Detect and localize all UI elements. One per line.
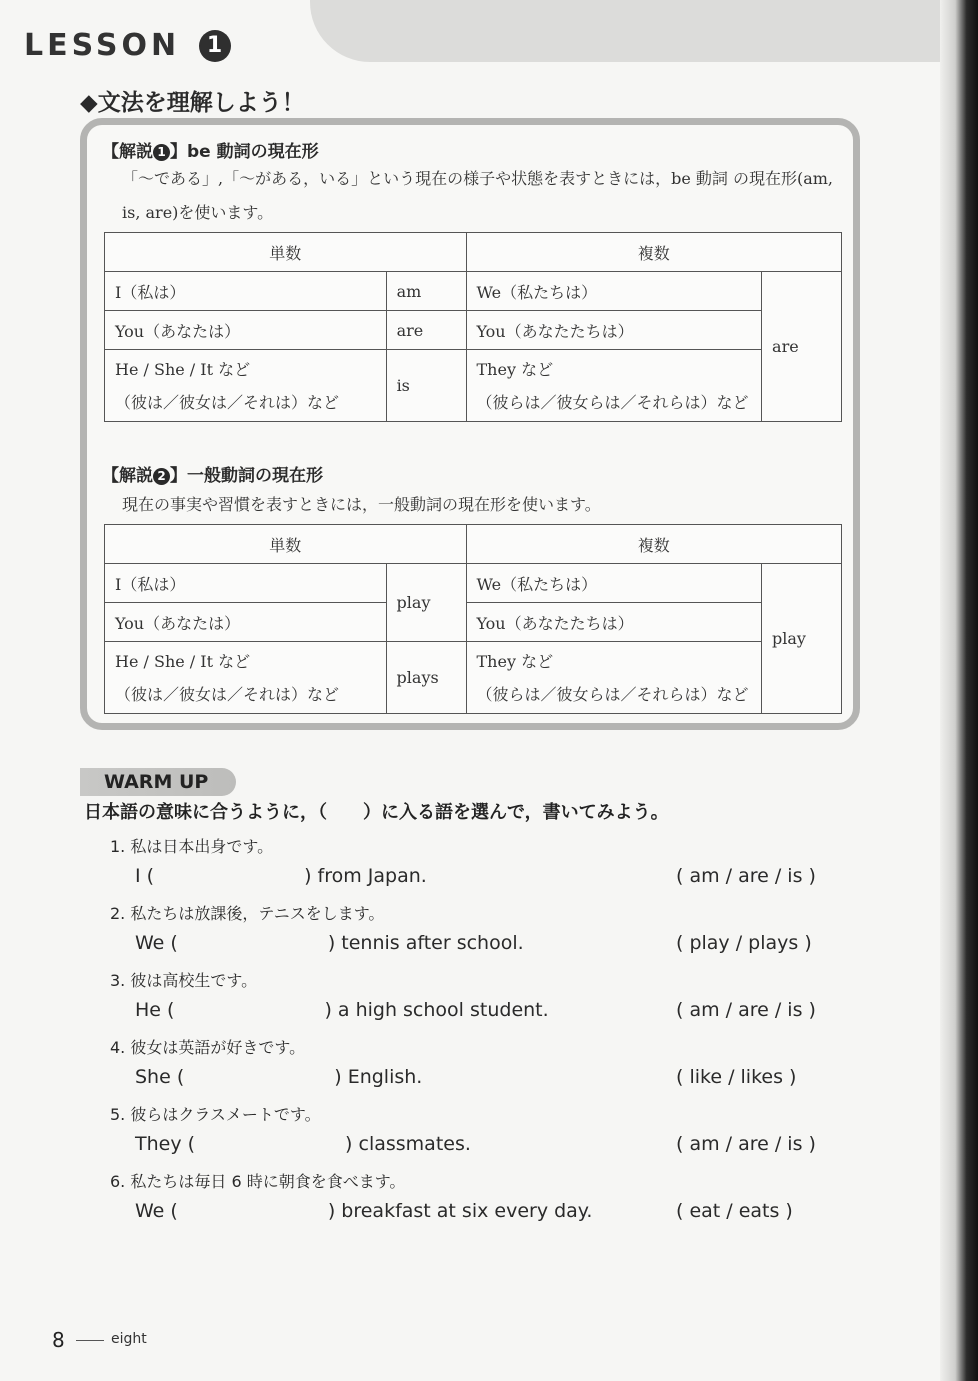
question-6-japanese: 6. 私たちは毎日 6 時に朝食を食べます。	[110, 1172, 406, 1191]
kaisetsu-2-explanation	[122, 488, 842, 522]
bracket-close: 】	[170, 142, 187, 162]
question-1-japanese: 1. 私は日本出身です。	[110, 837, 274, 856]
plural-subject-cell	[466, 350, 762, 422]
explanation-line: 現在の事実や習慣を表すときには，一般動詞の現在形を使います。	[122, 495, 601, 514]
sentence-rest: ) classmates.	[345, 1133, 471, 1155]
lesson-label: LESSON	[24, 28, 181, 63]
question-1-sentence	[135, 865, 427, 887]
question-6-choices: ( eat / eats )	[676, 1200, 793, 1222]
header-plural: 複数	[466, 233, 842, 272]
sentence-rest: ) breakfast at six every day.	[327, 1200, 593, 1222]
kaisetsu-1-explanation	[122, 162, 842, 230]
general-verb-table	[104, 524, 842, 714]
sentence-subject: We (	[135, 932, 178, 954]
sentence-rest: ) English.	[334, 1066, 423, 1088]
verb-cell: am	[386, 272, 466, 311]
subject-cell: You（あなたは）	[105, 603, 387, 642]
sentence-rest: ) tennis after school.	[327, 932, 524, 954]
plural-subject-cell: You（あなたたちは）	[466, 311, 762, 350]
subject-line: （彼は／彼女は／それは）など	[115, 392, 340, 412]
question-3-japanese: 3. 彼は高校生です。	[110, 971, 258, 990]
kaisetsu-2-heading	[102, 461, 323, 486]
kaisetsu-1-heading	[102, 137, 319, 162]
question-6-sentence	[135, 1200, 592, 1222]
question-5-japanese: 5. 彼らはクラスメートです。	[110, 1105, 321, 1124]
subject-cell	[105, 350, 387, 422]
question-5-sentence	[135, 1133, 471, 1155]
section-title: ◆文法を理解しよう！	[80, 90, 305, 116]
subject-cell: I（私は）	[105, 272, 387, 311]
kaisetsu-2-number: 2	[153, 468, 170, 485]
explanation-line: 「〜である」,「〜がある，いる」という現在の様子や状態を表すときには，be 動詞 の現在形(am,	[122, 169, 834, 188]
plural-subject-cell: You（あなたたちは）	[466, 603, 762, 642]
question-2-sentence	[135, 932, 524, 954]
footer-dash	[76, 1340, 104, 1341]
question-4-japanese: 4. 彼女は英語が好きです。	[110, 1038, 306, 1057]
subject-line: He / She / It など	[115, 651, 251, 671]
bracket-open: 【解説	[102, 142, 153, 162]
sentence-rest: ) a high school student.	[324, 999, 549, 1021]
sentence-rest: ) from Japan.	[304, 865, 427, 887]
question-5-choices: ( am / are / is )	[676, 1133, 816, 1155]
plural-subject-line: They など	[476, 359, 554, 379]
lesson-number-badge: 1	[199, 30, 231, 62]
sentence-subject: She (	[135, 1066, 185, 1088]
warm-up-badge: WARM UP	[80, 768, 236, 796]
plural-subject-cell	[466, 642, 762, 714]
plural-subject-cell: We（私たちは）	[466, 272, 762, 311]
header-singular: 単数	[105, 233, 467, 272]
subject-cell: You（あなたは）	[105, 311, 387, 350]
page-number: 8	[52, 1328, 65, 1352]
page-number-word: eight	[111, 1331, 147, 1347]
header-plural: 複数	[466, 525, 842, 564]
verb-cell: is	[386, 350, 466, 422]
bracket-open: 【解説	[102, 466, 153, 486]
sentence-subject: We (	[135, 1200, 178, 1222]
kaisetsu-2-title: 一般動詞の現在形	[187, 466, 323, 486]
plural-verb-cell: play	[762, 564, 842, 714]
sentence-subject: They (	[135, 1133, 196, 1155]
subject-cell: I（私は）	[105, 564, 387, 603]
question-2-choices: ( play / plays )	[676, 932, 812, 954]
verb-cell: plays	[386, 642, 466, 714]
kaisetsu-1-number: 1	[153, 144, 170, 161]
plural-subject-cell: We（私たちは）	[466, 564, 762, 603]
subject-cell	[105, 642, 387, 714]
question-4-sentence	[135, 1066, 422, 1088]
subject-line: He / She / It など	[115, 359, 251, 379]
question-1-choices: ( am / are / is )	[676, 865, 816, 887]
plural-subject-line: （彼らは／彼女らは／それらは）など	[476, 392, 749, 412]
verb-cell: play	[386, 564, 466, 642]
book-spine-edge	[940, 0, 978, 1381]
sentence-subject: I (	[135, 865, 155, 887]
warm-up-instruction: 日本語の意味に合うように，（ ）に入る語を選んで，書いてみよう。	[84, 802, 669, 823]
verb-cell: are	[386, 311, 466, 350]
question-4-choices: ( like / likes )	[676, 1066, 797, 1088]
explanation-line: is, are)を使います。	[122, 203, 274, 222]
question-3-choices: ( am / are / is )	[676, 999, 816, 1021]
plural-subject-line: They など	[476, 651, 554, 671]
plural-verb-cell: are	[762, 272, 842, 422]
be-verb-table	[104, 232, 842, 422]
header-band	[310, 0, 950, 62]
question-3-sentence	[135, 999, 549, 1021]
sentence-subject: He (	[135, 999, 175, 1021]
kaisetsu-1-title: be 動詞の現在形	[187, 142, 319, 162]
question-2-japanese: 2. 私たちは放課後，テニスをします。	[110, 904, 385, 923]
plural-subject-line: （彼らは／彼女らは／それらは）など	[476, 684, 749, 704]
subject-line: （彼は／彼女は／それは）など	[115, 684, 340, 704]
lesson-heading	[24, 28, 231, 63]
header-singular: 単数	[105, 525, 467, 564]
bracket-close: 】	[170, 466, 187, 486]
